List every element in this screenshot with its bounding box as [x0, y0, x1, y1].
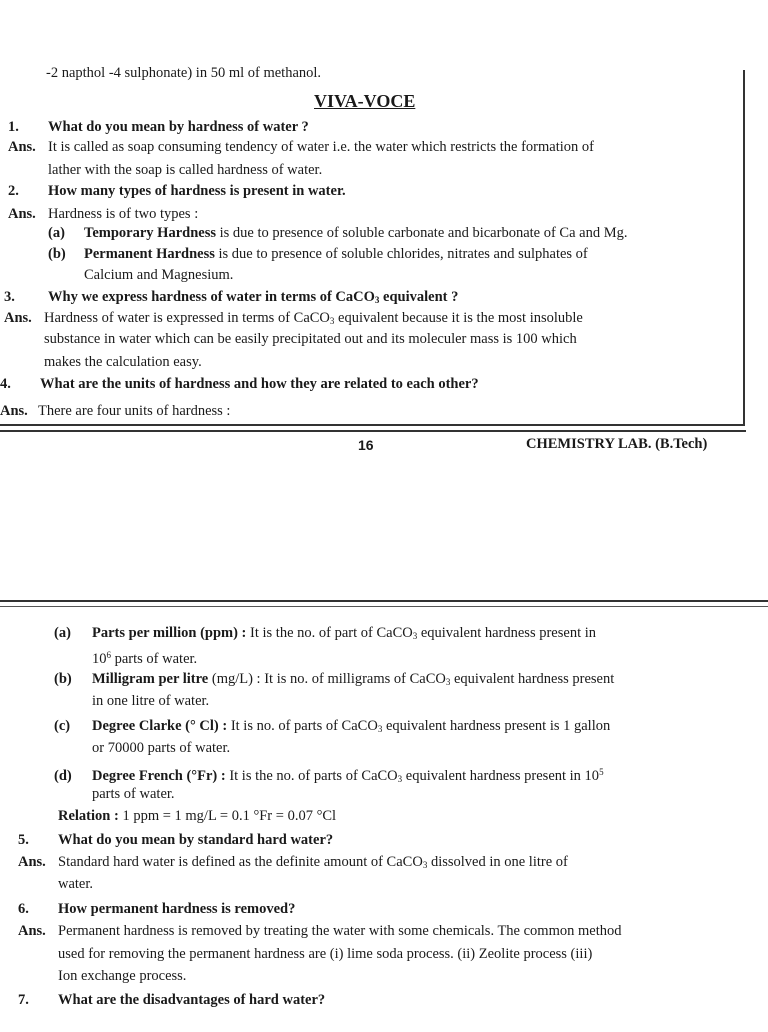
page-16	[0, 0, 768, 460]
question-7: 7. What are the disadvantages of hard water?	[18, 992, 326, 1008]
answer-3: Ans. Hardness of water is expressed in terms of CaCO$_3$ equivalent because it is the most insoluble	[4, 310, 583, 326]
answer-6: Ans. Permanent hardness is removed by treating the water with some chemicals. The common method	[18, 923, 622, 939]
answer-2b: (b) Permanent Hardness is due to presence of soluble chlorides, nitrates and sulphates of	[48, 246, 588, 262]
cut-off-line: -2 napthol -4 sulphonate) in 50 ml of methanol.	[46, 65, 322, 81]
unit-degree-clarke: (c) Degree Clarke (° Cl) : It is no. of parts of CaCO$_3$ equivalent hardness present is 1 gallon	[54, 718, 611, 734]
unit-degree-clarke-cont: or 70000 parts of water.	[92, 740, 231, 756]
unit-degree-french: (d) Degree French (°Fr) : It is the no. of parts of CaCO$_3$ equivalent hardness present in $10^5$	[54, 767, 604, 784]
unit-ppm-cont: $10^6$ parts of water.	[92, 650, 198, 667]
answer-1-cont: lather with the soap is called hardness of water.	[48, 162, 323, 178]
page-17	[0, 590, 768, 1024]
unit-mg-per-litre: (b) Milligram per litre (mg/L) : It is no. of milligrams of CaCO$_3$ equivalent hardness present	[54, 671, 615, 687]
question-2: 2. How many types of hardness is present in water.	[8, 183, 346, 199]
question-5: 5. What do you mean by standard hard water?	[18, 832, 334, 848]
question-4: 4. What are the units of hardness and how they are related to each other?	[0, 376, 479, 392]
answer-3-cont: substance in water which can be easily precipitated out and its moleculer mass is 100 which	[44, 331, 577, 347]
answer-2a: (a) Temporary Hardness is due to presence of soluble carbonate and bicarbonate of Ca and Mg.	[48, 225, 628, 241]
question-6: 6. How permanent hardness is removed?	[18, 901, 296, 917]
unit-degree-french-cont: parts of water.	[92, 786, 175, 802]
answer-2b-cont: Calcium and Magnesium.	[84, 267, 234, 283]
answer-6-cont: used for removing the permanent hardness are (i) lime soda process. (ii) Zeolite process (iii)	[58, 946, 593, 962]
question-3: 3. Why we express hardness of water in terms of CaCO$_3$ equivalent ?	[4, 289, 459, 305]
answer-3-cont2: makes the calculation easy.	[44, 354, 202, 370]
question-1: 1. What do you mean by hardness of water ?	[8, 119, 309, 135]
answer-6-cont2: Ion exchange process.	[58, 968, 187, 984]
answer-2: Ans. Hardness is of two types :	[8, 206, 199, 222]
answer-5-cont: water.	[58, 876, 94, 892]
unit-ppm: (a) Parts per million (ppm) : It is the no. of part of CaCO$_3$ equivalent hardness present in	[54, 625, 596, 641]
answer-4: Ans. There are four units of hardness :	[0, 403, 231, 419]
answer-1: Ans. It is called as soap consuming tendency of water i.e. the water which restricts the formation of	[8, 139, 594, 155]
header-rule	[0, 606, 768, 607]
answer-5: Ans. Standard hard water is defined as the definite amount of CaCO$_3$ dissolved in one litre of	[18, 854, 568, 870]
unit-mg-per-litre-cont: in one litre of water.	[92, 693, 210, 709]
running-footer-title: CHEMISTRY LAB. (B.Tech)	[526, 436, 708, 452]
section-heading: VIVA-VOCE	[314, 91, 416, 111]
footer-rule	[0, 430, 746, 432]
units-relation: Relation : 1 ppm = 1 mg/L = 0.1 °Fr = 0.07 °Cl	[58, 808, 337, 824]
page-number: 16	[358, 437, 374, 453]
